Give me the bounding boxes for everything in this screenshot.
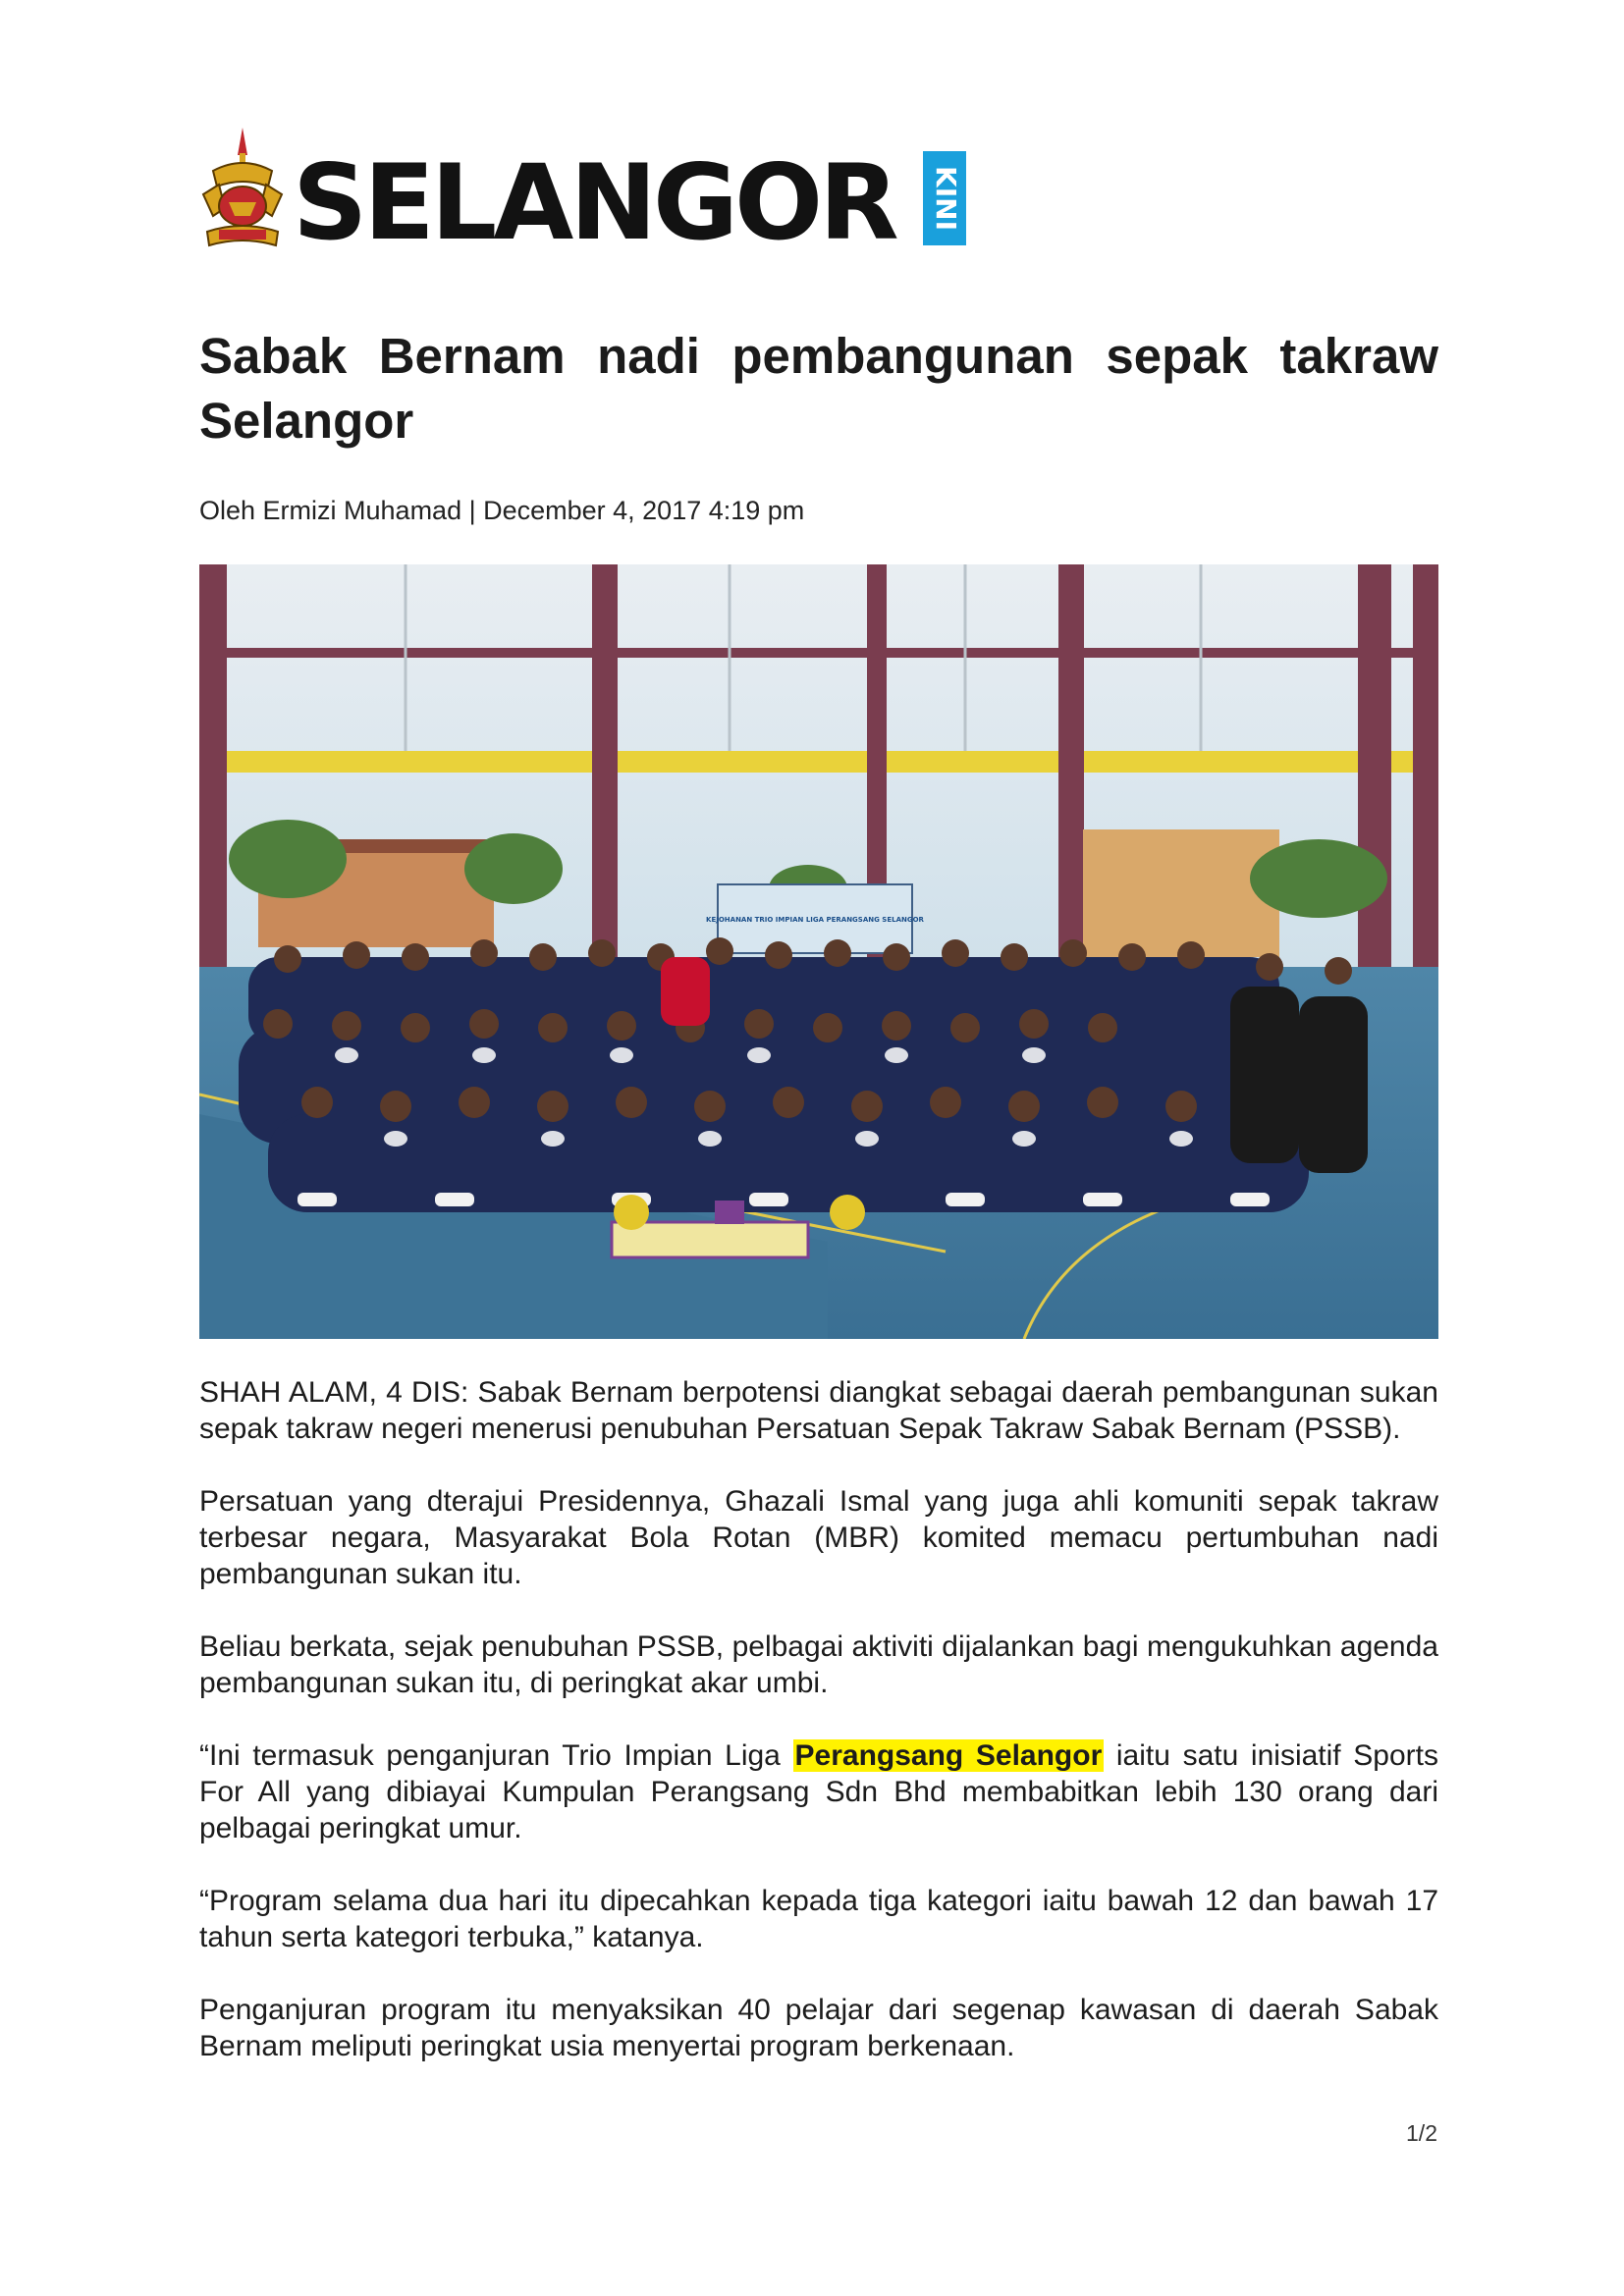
page-number: 1/2 [1406,2120,1437,2146]
logo-kini-badge [923,151,966,245]
logo-kini-text: KINI [930,166,962,231]
article-paragraph-3: Beliau berkata, sejak penubuhan PSSB, pelbagai aktiviti dijalankan bagi mengukuhkan agenda pembangunan sukan itu, di peringkat akar umbi. [199,1630,1438,1699]
article-title: Sabak Bernam nadi pembangunan sepak takraw Selangor [199,328,1438,449]
article-byline: Oleh Ermizi Muhamad | December 4, 2017 4:19 pm [199,496,805,525]
selangorkini-logo[interactable] [199,126,962,263]
paragraph-4-text-before: “Ini termasuk penganjuran Trio Impian Liga [199,1739,793,1772]
group-photo-image [199,564,1438,1339]
article-paragraph-5: “Program selama dua hari itu dipecahkan kepada tiga kategori iaitu bawah 12 dan bawah 17 tahun serta kategori terbuka,” katanya. [199,1885,1438,1953]
logo-wordmark: SELANGOR [293,142,895,263]
highlighted-link-perangsang-selangor[interactable]: Perangsang Selangor [794,1739,1103,1772]
article-paragraph-1: SHAH ALAM, 4 DIS: Sabak Bernam berpotensi diangkat sebagai daerah pembangunan sukan sepak takraw negeri menerusi penubuhan Persatuan Sepak Takraw Sabak Bernam (PSSB). [199,1376,1438,1445]
photo-banner-text: KEJOHANAN TRIO IMPIAN LIGA PERANGSANG SELANGOR [706,916,924,924]
article-paragraph-6: Penganjuran program itu menyaksikan 40 pelajar dari segenap kawasan di daerah Sabak Bernam meliputi peringkat usia menyertai program berkenaan. [199,1994,1438,2062]
article-paragraph-2: Persatuan yang dterajui Presidennya, Ghazali Ismal yang juga ahli komuniti sepak takraw terbesar negara, Masyarakat Bola Rotan (MBR) komited memacu pertumbuhan nadi pembangunan sukan itu. [199,1485,1438,1590]
paragraph-4-text-after: iaitu satu inisiatif Sports For All yang dibiayai Kumpulan Perangsang Sdn Bhd membabitkan lebih 130 orang dari pelbagai peringkat umur. [199,1739,1438,1844]
article-paragraph-4 [199,1737,1438,1846]
selangor-crest-icon [199,126,286,257]
article-photo [199,564,1438,1339]
article-body [199,1374,1438,2101]
